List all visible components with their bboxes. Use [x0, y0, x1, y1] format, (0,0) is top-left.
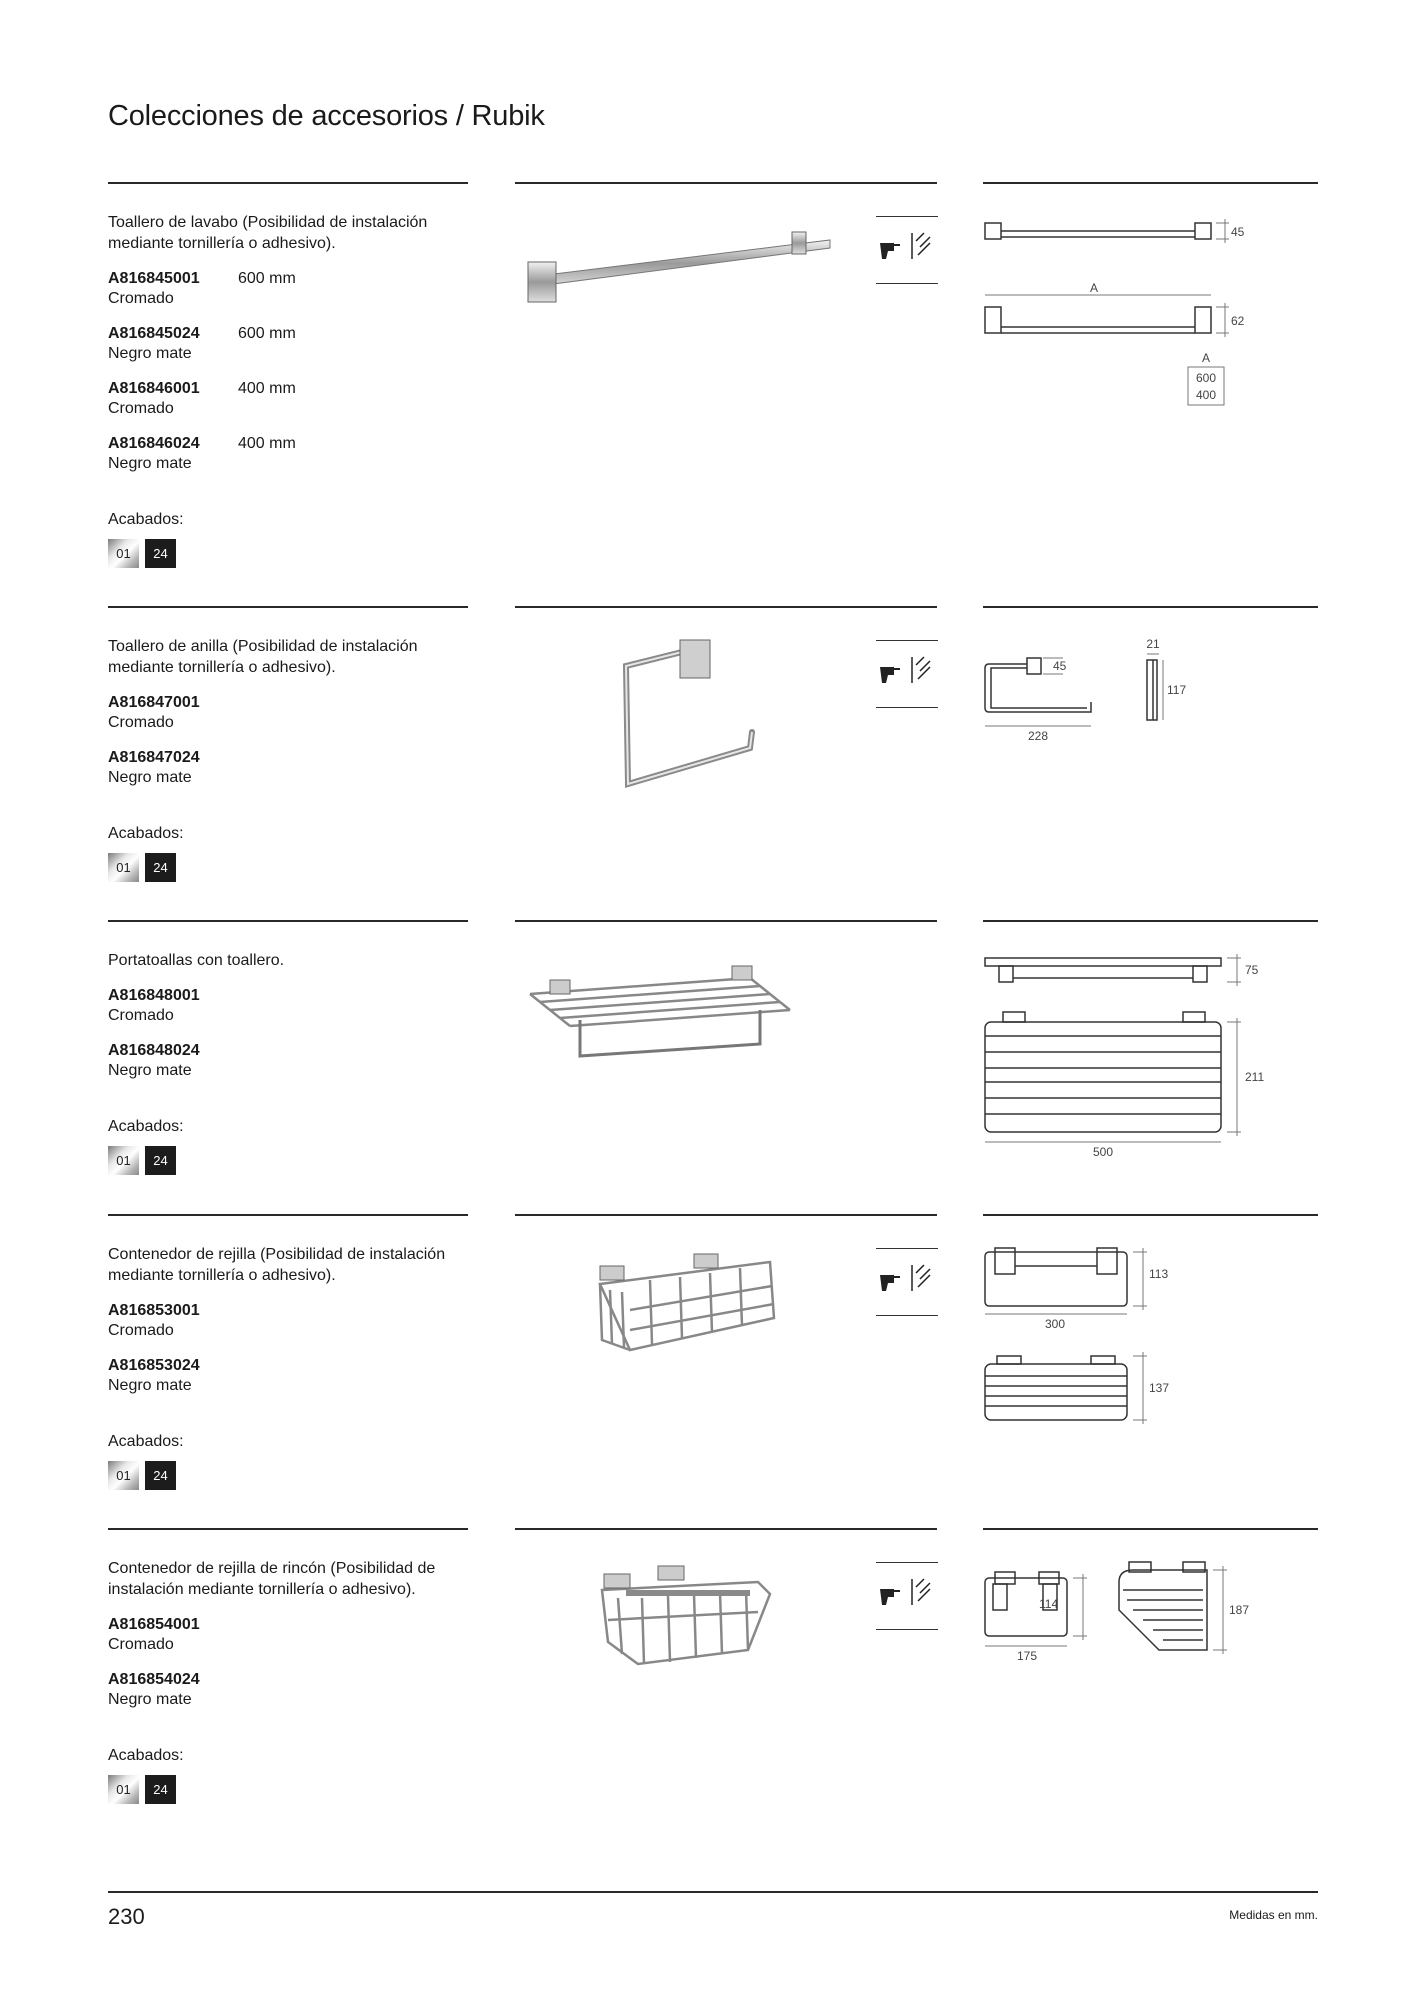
code-entry — [108, 434, 468, 489]
divider — [983, 606, 1318, 608]
product-finish: Cromado — [108, 1007, 174, 1024]
towel-shelf-photo — [520, 958, 850, 1068]
product-code: A816848024 — [108, 1042, 200, 1059]
product-codes — [108, 269, 468, 489]
drill-adhesive-icon — [876, 1563, 938, 1629]
finish-swatches — [108, 539, 176, 568]
code-entry — [108, 1301, 468, 1356]
finish-swatch-black[interactable]: 24 — [145, 539, 176, 568]
finish-swatches — [108, 1775, 176, 1804]
product-code: A816847024 — [108, 749, 200, 766]
drill-adhesive-icon — [876, 1249, 938, 1315]
dimension-height: 62 — [1231, 314, 1245, 328]
divider — [983, 920, 1318, 922]
dimension-height: 113 — [1149, 1267, 1169, 1281]
product-code: A816853001 — [108, 1302, 200, 1319]
installation-icons — [876, 640, 938, 708]
divider — [108, 1214, 468, 1216]
page-title: Colecciones de accesorios / Rubik — [108, 100, 545, 132]
technical-drawing — [983, 207, 1318, 407]
finish-swatch-chrome[interactable]: 01 — [108, 1146, 139, 1175]
dimension-width: 228 — [1027, 729, 1049, 743]
product-codes — [108, 1615, 468, 1725]
divider — [108, 182, 468, 184]
divider — [108, 920, 468, 922]
code-entry — [108, 379, 468, 434]
finish-swatch-black[interactable]: 24 — [145, 1775, 176, 1804]
installation-icons — [876, 1248, 938, 1316]
technical-drawing — [983, 1244, 1318, 1444]
dimension-table-value: 400 — [1195, 388, 1217, 402]
finishes-label: Acabados: — [108, 1747, 184, 1764]
finish-swatch-chrome[interactable]: 01 — [108, 539, 139, 568]
product-description: Contenedor de rejilla de rincón (Posibilidad de instalación mediante tornillería o adhesivo). — [108, 1560, 436, 1598]
code-entry — [108, 693, 468, 748]
footer-divider — [108, 1891, 1318, 1893]
divider — [983, 182, 1318, 184]
product-finish: Cromado — [108, 714, 174, 731]
product-description: Toallero de anilla (Posibilidad de instalación mediante tornillería o adhesivo). — [108, 638, 418, 676]
divider — [515, 1214, 937, 1216]
code-entry — [108, 324, 468, 379]
technical-drawing — [983, 1556, 1318, 1696]
finish-swatch-black[interactable]: 24 — [145, 1461, 176, 1490]
drill-adhesive-icon — [876, 217, 938, 283]
product-finish: Negro mate — [108, 345, 192, 362]
product-finish: Cromado — [108, 1636, 174, 1653]
code-entry — [108, 748, 468, 803]
dimension-depth: 45 — [1231, 225, 1245, 239]
product-finish: Cromado — [108, 1322, 174, 1339]
towel-bar-photo — [520, 212, 840, 322]
code-entry — [108, 1356, 468, 1411]
finish-swatches — [108, 1461, 176, 1490]
product-code: A816846024 — [108, 435, 200, 452]
dimension-height: 75 — [1245, 963, 1259, 977]
corner-basket-photo — [598, 1560, 778, 1700]
divider — [515, 1528, 937, 1530]
product-description: Portatoallas con toallero. — [108, 952, 285, 969]
finishes-label: Acabados: — [108, 825, 184, 842]
finishes-label: Acabados: — [108, 1118, 184, 1135]
dimension-width-label: A — [1089, 281, 1099, 295]
code-entry — [108, 986, 468, 1041]
divider — [983, 1214, 1318, 1216]
installation-icons — [876, 216, 938, 284]
product-code: A816848001 — [108, 987, 200, 1004]
product-finish: Negro mate — [108, 455, 192, 472]
technical-drawing — [983, 950, 1318, 1160]
wire-basket-photo — [590, 1250, 790, 1400]
finish-swatch-chrome[interactable]: 01 — [108, 853, 139, 882]
finish-swatch-black[interactable]: 24 — [145, 853, 176, 882]
product-code: A816853024 — [108, 1357, 200, 1374]
towel-ring-photo — [610, 636, 770, 796]
product-finish: Cromado — [108, 290, 174, 307]
dimension-side-height: 117 — [1167, 683, 1187, 697]
product-finish: Negro mate — [108, 769, 192, 786]
finishes-label: Acabados: — [108, 511, 184, 528]
divider — [515, 182, 937, 184]
product-size: 400 mm — [238, 380, 296, 397]
product-finish: Cromado — [108, 400, 174, 417]
finish-swatches — [108, 1146, 176, 1175]
dimension-side-width: 21 — [1146, 637, 1160, 651]
dimension-height: 45 — [1053, 659, 1067, 673]
product-codes — [108, 1301, 468, 1411]
product-code: A816854024 — [108, 1671, 200, 1688]
dimension-width: 300 — [1044, 1317, 1066, 1331]
technical-drawing — [983, 636, 1318, 756]
product-codes — [108, 693, 468, 803]
dimension-depth: 137 — [1149, 1381, 1170, 1395]
finishes-label: Acabados: — [108, 1433, 184, 1450]
divider — [108, 1528, 468, 1530]
divider — [515, 920, 937, 922]
installation-icons — [876, 1562, 938, 1630]
divider — [983, 1528, 1318, 1530]
finish-swatches — [108, 853, 176, 882]
dimension-depth: 187 — [1229, 1603, 1250, 1617]
product-description: Contenedor de rejilla (Posibilidad de instalación mediante tornillería o adhesivo). — [108, 1246, 446, 1284]
dimension-table-header: A — [1201, 351, 1211, 365]
divider — [108, 606, 468, 608]
dimension-depth: 211 — [1245, 1070, 1265, 1084]
dimension-table-value: 600 — [1195, 371, 1217, 385]
drill-adhesive-icon — [876, 641, 938, 707]
product-description: Toallero de lavabo (Posibilidad de instalación mediante tornillería o adhesivo). — [108, 214, 428, 252]
code-entry — [108, 1615, 468, 1670]
measurement-note: Medidas en mm. — [1229, 1908, 1318, 1922]
product-codes — [108, 986, 468, 1096]
page-number: 230 — [108, 1904, 145, 1929]
code-entry — [108, 1670, 468, 1725]
finish-swatch-chrome[interactable]: 01 — [108, 1775, 139, 1804]
product-code: A816846001 — [108, 380, 200, 397]
product-code: A816845001 — [108, 270, 200, 287]
product-code: A816847001 — [108, 694, 200, 711]
dimension-width: 175 — [1016, 1649, 1038, 1663]
code-entry — [108, 269, 468, 324]
product-finish: Negro mate — [108, 1691, 192, 1708]
product-finish: Negro mate — [108, 1377, 192, 1394]
dimension-width: 500 — [1092, 1145, 1114, 1159]
product-code: A816845024 — [108, 325, 200, 342]
product-code: A816854001 — [108, 1616, 200, 1633]
dimension-height: 114 — [1039, 1597, 1059, 1611]
divider — [515, 606, 937, 608]
finish-swatch-chrome[interactable]: 01 — [108, 1461, 139, 1490]
finish-swatch-black[interactable]: 24 — [145, 1146, 176, 1175]
product-size: 600 mm — [238, 325, 296, 342]
product-size: 400 mm — [238, 435, 296, 452]
code-entry — [108, 1041, 468, 1096]
product-size: 600 mm — [238, 270, 296, 287]
product-finish: Negro mate — [108, 1062, 192, 1079]
